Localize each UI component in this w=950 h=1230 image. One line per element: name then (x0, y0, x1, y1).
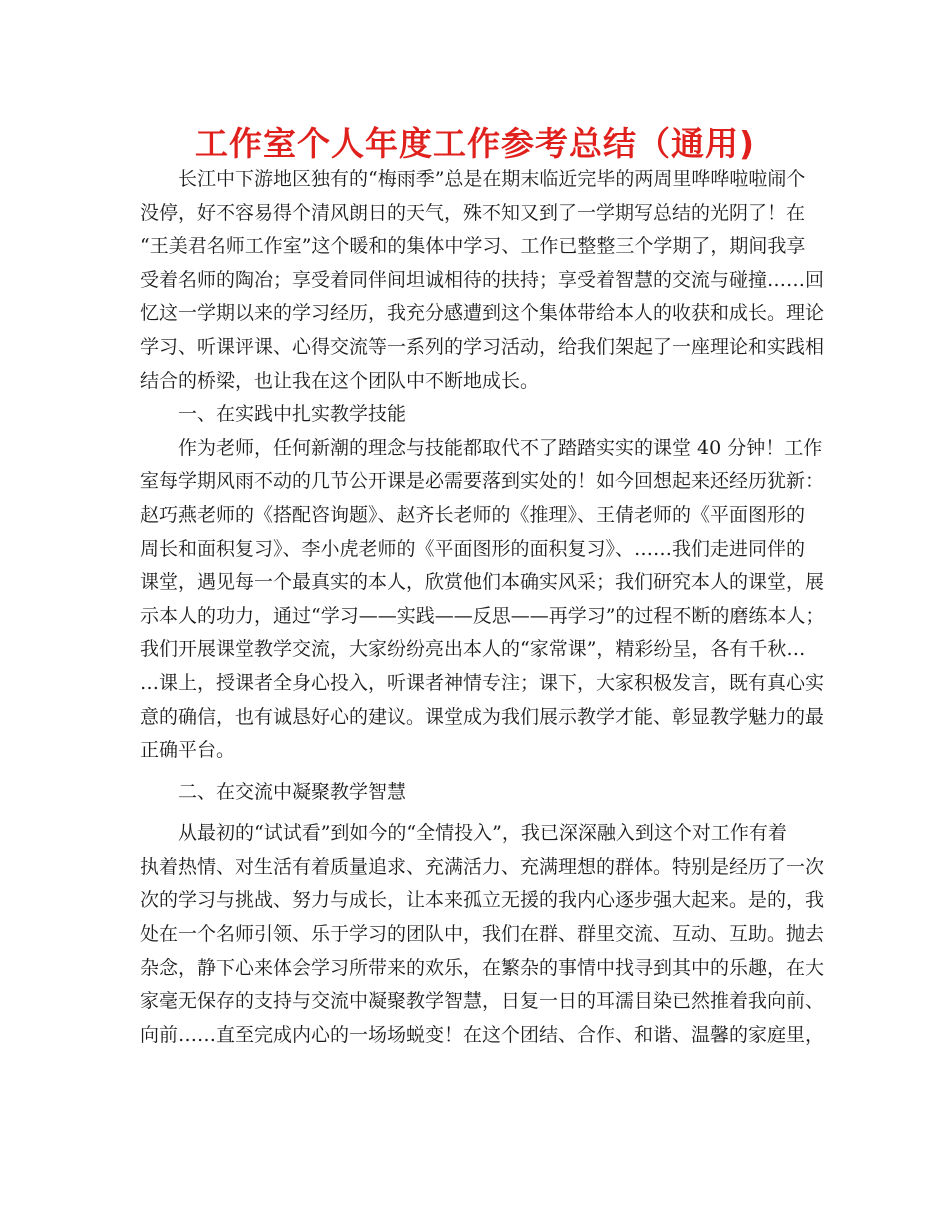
paragraph-line: 意的确信，也有诚恳好心的建议。课堂成为我们展示教学才能、彰显教学魅力的最 (140, 705, 825, 728)
paragraph-line: 赵巧燕老师的《搭配咨询题》、赵齐长老师的《推理》、王倩老师的《平面图形的 (140, 503, 806, 526)
paragraph-line: 长江中下游地区独有的“梅雨季”总是在期末临近完毕的两周里哗哗啦啦闹个 (178, 168, 806, 190)
paragraph-line: …课上，授课者全身心投入，听课者神情专注；课下，大家积极发言，既有真心实 (140, 671, 825, 694)
paragraph-line: 示本人的功力，通过“学习——实践——反思——再学习”的过程不断的磨练本人； (140, 604, 825, 627)
paragraph-line: 作为老师，任何新潮的理念与技能都取代不了踏踏实实的课堂 40 分钟！工作 (178, 436, 823, 459)
paragraph-line: 结合的桥梁，也让我在这个团队中不断地成长。 (140, 369, 540, 392)
paragraph-line: 受着名师的陶冶；享受着同伴间坦诚相待的扶持；享受着智慧的交流与碰撞……回 (140, 268, 825, 291)
paragraph-line: 室每学期风雨不动的几节公开课是必需要落到实处的！如今回想起来还经历犹新： (140, 470, 825, 493)
section-1-paragraph (140, 432, 830, 768)
intro-paragraph (140, 163, 830, 398)
paragraph-line: 从最初的“试试看”到如今的“全情投入”，我已深深融入到这个对工作有着 (178, 822, 787, 845)
paragraph-line: 向前……直至完成内心的一场场蜕变！在这个团结、合作、和谐、温馨的家庭里， (140, 1023, 825, 1046)
paragraph-line: 杂念，静下心来体会学习所带来的欢乐，在繁杂的事情中找寻到其中的乐趣，在大 (140, 956, 825, 979)
paragraph-spacer (140, 809, 830, 817)
paragraph-line: 家毫无保存的支持与交流中凝聚教学智慧，日复一日的耳濡目染已然推着我向前、 (140, 990, 825, 1013)
section-2-paragraph (140, 817, 830, 1052)
paragraph-line: 没停，好不容易得个清风朗日的天气，殊不知又到了一学期写总结的光阴了！在 (140, 201, 806, 224)
paragraph-line: 课堂，遇见每一个最真实的本人，欣赏他们本确实风采；我们研究本人的课堂，展 (140, 571, 825, 594)
paragraph-spacer (140, 768, 830, 776)
paragraph-line: 忆这一学期以来的学习经历，我充分感遭到这个集体带给本人的收获和成长。理论 (140, 302, 825, 325)
paragraph-line: 我们开展课堂教学交流，大家纷纷亮出本人的“家常课”，精彩纷呈，各有千秋… (140, 638, 806, 661)
paragraph-line: 处在一个名师引领、乐于学习的团队中，我们在群、群里交流、互动、互助。抛去 (140, 923, 825, 946)
paragraph-line: 正确平台。 (140, 739, 236, 762)
document-body (140, 163, 830, 1052)
section-heading-2: 二、在交流中凝聚教学智慧 (178, 780, 407, 803)
paragraph-line: 次的学习与挑战、努力与成长，让本来孤立无援的我内心逐步强大起来。是的，我 (140, 889, 825, 912)
section-heading-1: 一、在实践中扎实教学技能 (178, 403, 407, 426)
paragraph-line: 执着热情、对生活有着质量追求、充满活力、充满理想的群体。特别是经历了一次 (140, 855, 825, 878)
document-title: 工作室个人年度工作参考总结（通用) (194, 124, 756, 163)
paragraph-line: 周长和面积复习》、李小虎老师的《平面图形的面积复习》、……我们走进同伴的 (140, 537, 806, 560)
paragraph-line: 学习、听课评课、心得交流等一系列的学习活动，给我们架起了一座理论和实践相 (140, 335, 825, 358)
paragraph-line: “王美君名师工作室”这个暖和的集体中学习、工作已整整三个学期了，期间我享 (140, 235, 806, 258)
